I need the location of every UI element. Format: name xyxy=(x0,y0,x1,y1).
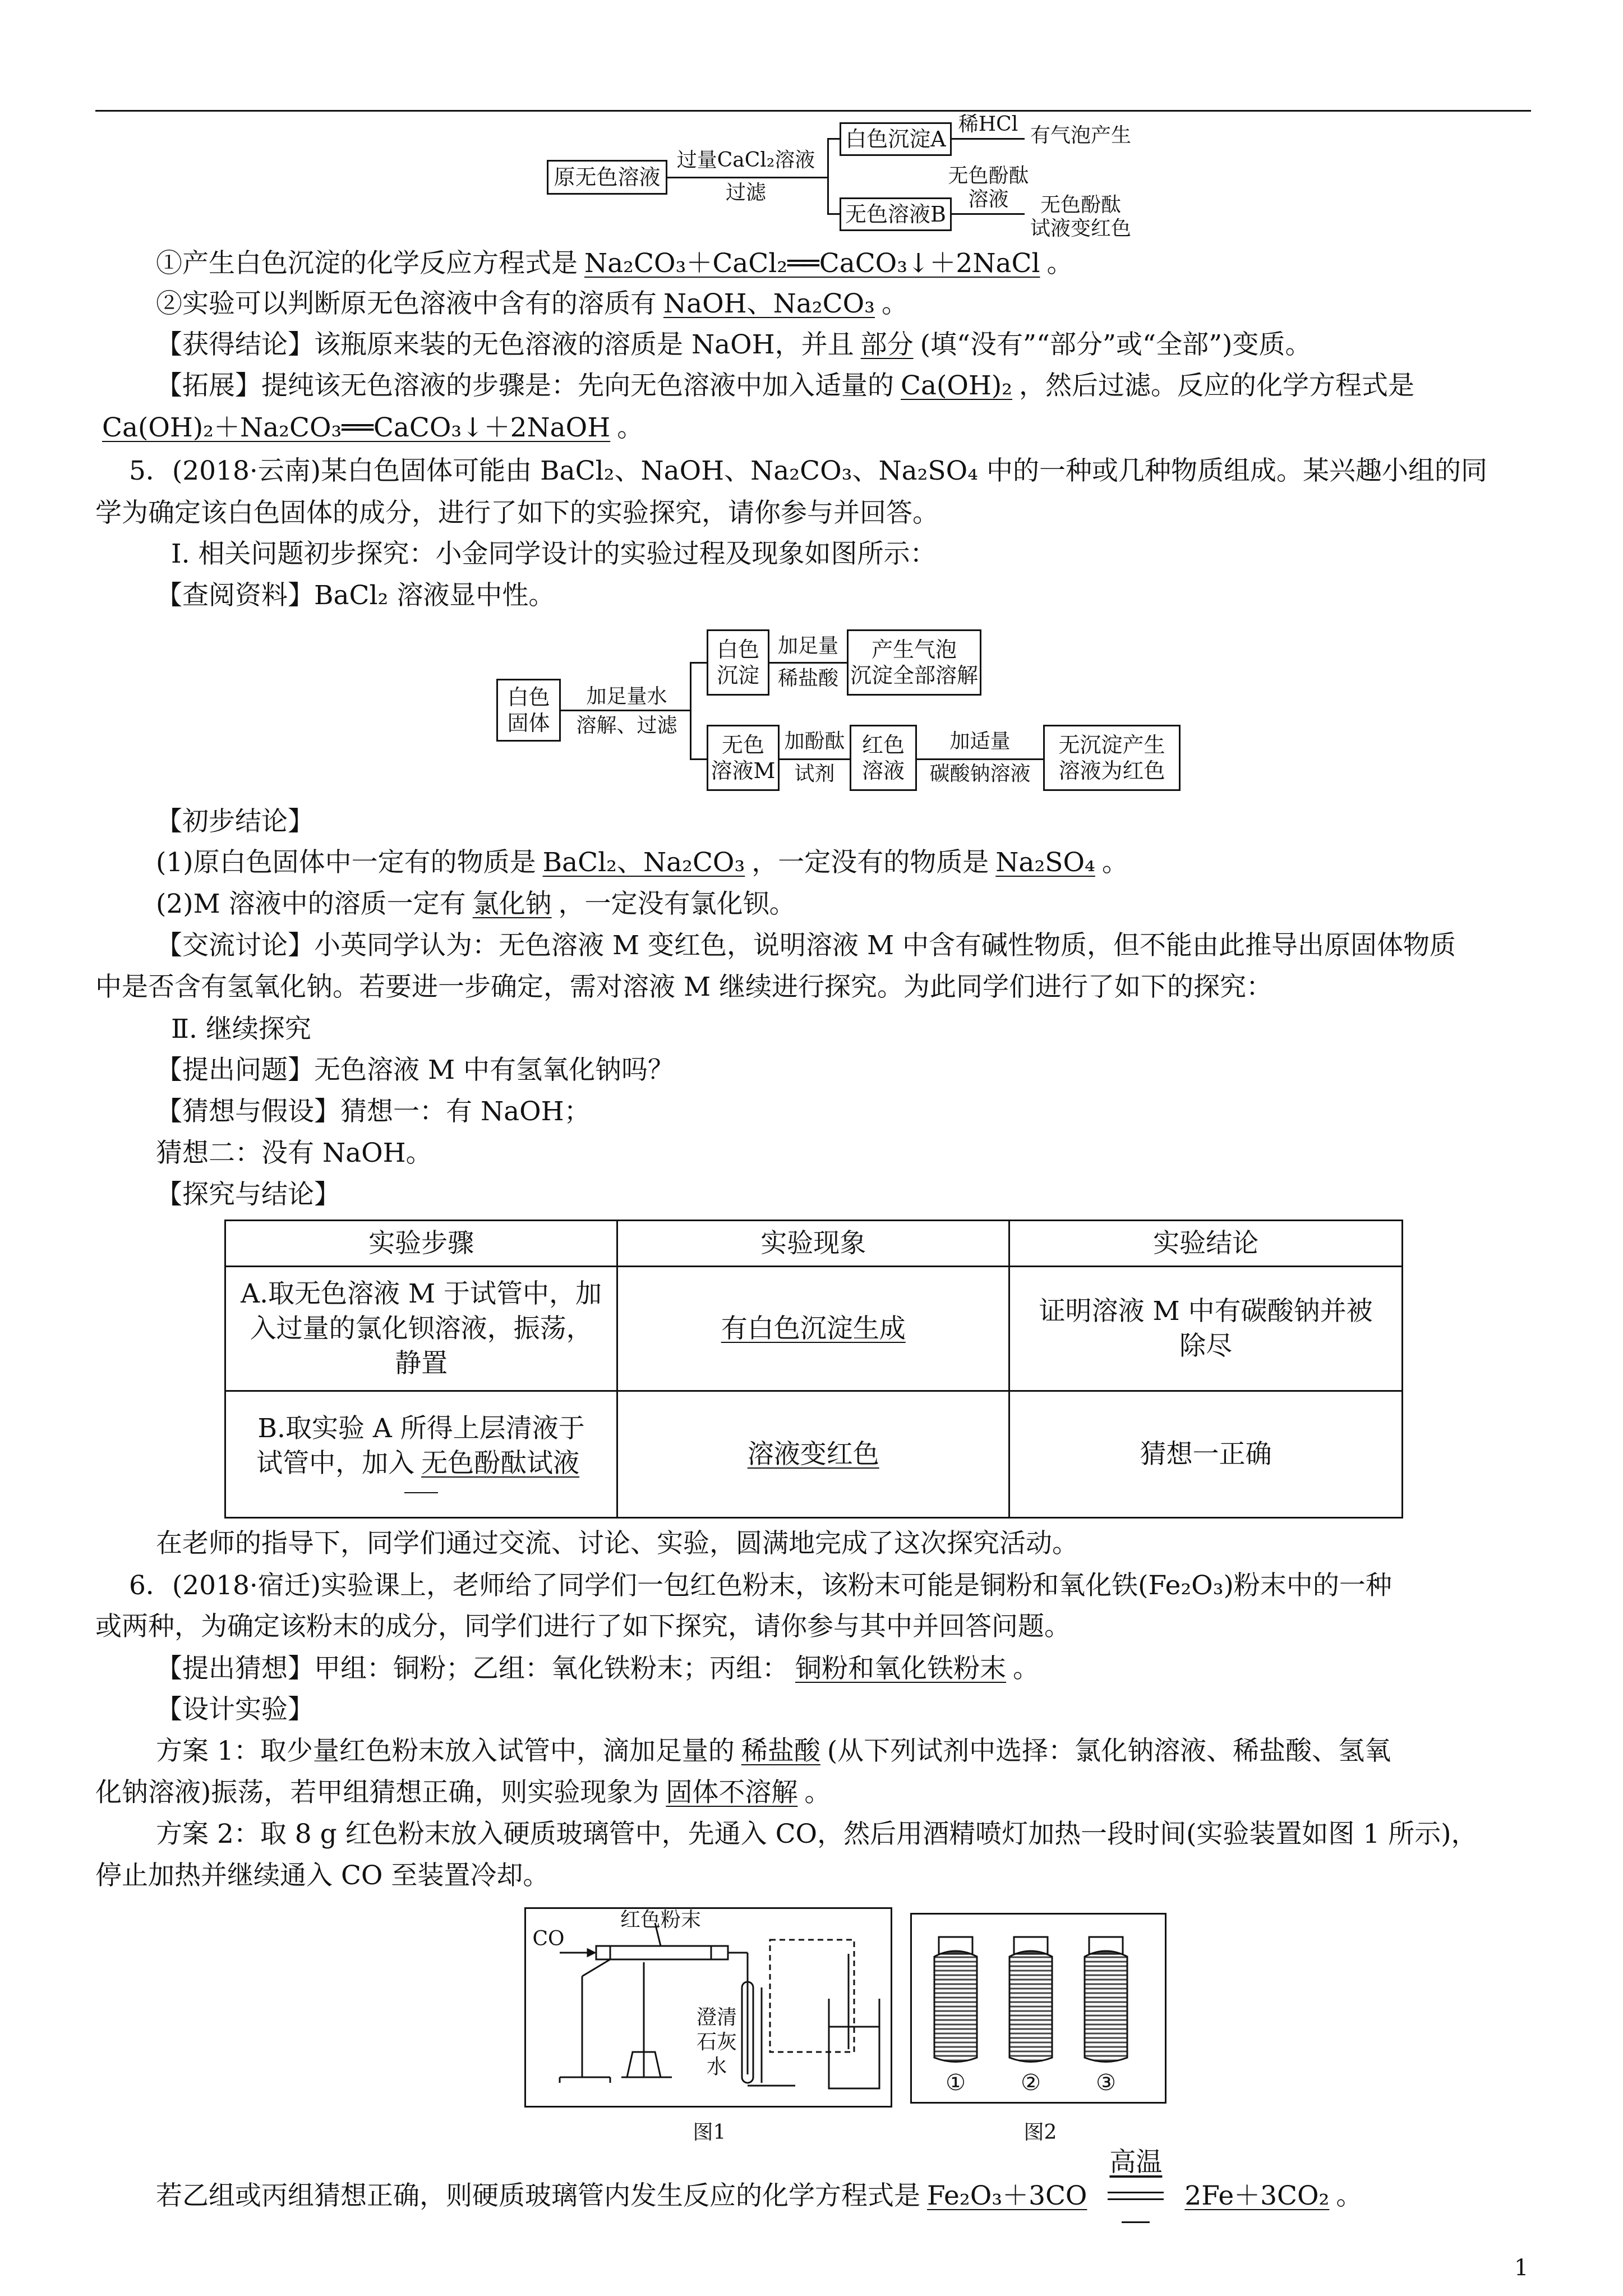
text: 无沉淀产生 xyxy=(1058,733,1165,757)
q5-end: 在老师的指导下，同学们通过交流、讨论、实验，圆满地完成了这次探究活动。 xyxy=(156,1528,1078,1559)
text: 。 xyxy=(804,1777,831,1808)
label-red-powder: 红色粉末 xyxy=(620,1908,701,1931)
branch-top-line xyxy=(827,138,840,140)
text: (从下列试剂中选择：氯化钠溶液、稀盐酸、氢氧 xyxy=(827,1736,1391,1766)
box-white-precipitate xyxy=(707,629,769,696)
bottle-label-1: ① xyxy=(946,2070,966,2096)
answer: 氯化钠 xyxy=(472,889,552,919)
q5-explore: 【探究与结论】 xyxy=(156,1179,340,1210)
bottle-2 xyxy=(1009,1937,1052,2062)
text: 产生气泡 xyxy=(871,637,957,662)
cell-conclusion-b: 猜想一正确 xyxy=(1009,1391,1403,1518)
q6-design: 【设计实验】 xyxy=(156,1694,314,1725)
arrow-line xyxy=(667,177,827,178)
result-bubbles: 有气泡产生 xyxy=(1030,124,1131,147)
label-limewater-3: 水 xyxy=(706,2055,727,2078)
answer: 固体不溶解 xyxy=(666,1777,798,1808)
text: 。 xyxy=(1046,248,1073,279)
text: 。 xyxy=(1013,1653,1039,1684)
answer: 2Fe＋3CO₂ xyxy=(1184,2180,1330,2211)
q5-conclusion-2 xyxy=(156,887,796,921)
branch-bottom-line xyxy=(690,758,707,760)
reaction-arrow xyxy=(1102,2147,1169,2213)
text: 试管中，加入 xyxy=(256,1447,415,1479)
experiment-table xyxy=(224,1220,1403,1519)
blank-line xyxy=(404,1492,438,1493)
answer: 溶液变红色 xyxy=(747,1438,879,1470)
text: A.取无色溶液 M 于试管中，加 xyxy=(241,1278,602,1309)
bottle-label-2: ② xyxy=(1021,2070,1041,2096)
box-final-result xyxy=(1043,725,1181,791)
header-conclusion: 实验结论 xyxy=(1009,1221,1403,1267)
answer: 稀盐酸 xyxy=(741,1736,820,1766)
q5-question: 【提出问题】无色溶液 M 中有氢氧化钠吗？ xyxy=(156,1055,675,1085)
header-step: 实验步骤 xyxy=(225,1221,617,1267)
text: 溶液为红色 xyxy=(1058,758,1165,783)
reagent-bottom: 试剂 xyxy=(794,762,835,785)
arrow-line xyxy=(561,710,690,711)
answer: Na₂CO₃＋CaCl₂══CaCO₃↓＋2NaCl xyxy=(584,248,1040,279)
q5-part-1: Ⅰ. 相关问题初步探究：小金同学设计的实验过程及现象如图所示： xyxy=(171,539,937,569)
top-rule xyxy=(95,110,1531,112)
branch-vertical xyxy=(690,662,691,760)
text: B.取实验 A 所得上层清液于 xyxy=(257,1412,585,1444)
q5-conclusion-1 xyxy=(156,846,1128,880)
answer: Na₂SO₄ xyxy=(995,847,1095,878)
q6-last-line xyxy=(156,2147,1363,2213)
bottle-label-3: ③ xyxy=(1096,2070,1116,2096)
figure-1 xyxy=(524,1907,892,2108)
answer: BaCl₂、Na₂CO₃ xyxy=(542,847,745,878)
q6-plan2-b: 停止加热并继续通入 CO 至装置冷却。 xyxy=(95,1860,550,1891)
step-label-bottom: 过滤 xyxy=(725,181,766,204)
text-row xyxy=(227,1446,616,1481)
box-bubbles-dissolve xyxy=(847,629,981,696)
cell-conclusion-a xyxy=(1009,1267,1403,1391)
reagent-phenolphthalein-2: 溶液 xyxy=(968,188,1009,211)
box-red-solution xyxy=(850,725,917,791)
q5-prelim: 【初步结论】 xyxy=(156,806,314,837)
branch-vertical xyxy=(827,138,829,214)
arrow-line xyxy=(769,662,847,664)
text: 。 xyxy=(1336,2180,1363,2211)
bottle-1 xyxy=(934,1937,977,2062)
text: 若乙组或丙组猜想正确，则硬质玻璃管内发生反应的化学方程式是 xyxy=(156,2180,920,2211)
reagent-top: 加酚酞 xyxy=(784,730,845,753)
cell-step-b xyxy=(225,1391,617,1518)
text: 沉淀 xyxy=(716,663,759,688)
reagent-top: 加适量 xyxy=(949,730,1011,753)
text: 白色 xyxy=(507,685,550,710)
q4-line-2 xyxy=(156,287,908,321)
text: ，一定没有的物质是 xyxy=(751,847,989,878)
answer: NaOH、Na₂CO₃ xyxy=(663,288,875,319)
answer: Ca(OH)₂ xyxy=(901,370,1013,401)
q6-intro-1: 6．(2018·宿迁)实验课上，老师给了同学们一包红色粉末，该粉末可能是铜粉和氧化铁(Fe₂O₃)粉末中的一种 xyxy=(129,1570,1392,1601)
answer: Ca(OH)₂＋Na₂CO₃══CaCO₃↓＋2NaOH xyxy=(102,412,611,443)
text: 红色 xyxy=(861,733,905,757)
reagent-phenolphthalein-1: 无色酚酞 xyxy=(948,164,1029,187)
q4-line-4 xyxy=(156,369,1414,403)
text: 【拓展】提纯该无色溶液的步骤是：先向无色溶液中加入适量的 xyxy=(156,370,894,401)
branch-bottom-line xyxy=(827,213,840,215)
label-limewater-2: 石灰 xyxy=(696,2031,737,2054)
text: ②实验可以判断原无色溶液中含有的溶质有 xyxy=(156,288,657,319)
text: ，然后过滤。反应的化学方程式是 xyxy=(1019,370,1415,401)
text: ①产生白色沉淀的化学反应方程式是 xyxy=(156,248,578,279)
label-limewater-1: 澄清 xyxy=(696,2006,737,2029)
result-red-2: 试液变红色 xyxy=(1030,217,1131,240)
cell-phenomenon-b xyxy=(617,1391,1009,1518)
q6-plan1-b xyxy=(95,1776,831,1810)
bottle-3 xyxy=(1085,1937,1127,2062)
box-white-precipitate-a: 白色沉淀A xyxy=(840,122,952,156)
text: 溶液M xyxy=(711,758,776,783)
q5-intro-1: 5．(2018·云南)某白色固体可能由 BaCl₂、NaOH、Na₂CO₃、Na₂SO₄ 中的一种或几种物质组成。某兴趣小组的同 xyxy=(129,455,1487,486)
condition: 高温 xyxy=(1109,2147,1163,2178)
q5-guess-2: 猜想二：没有 NaOH。 xyxy=(156,1138,432,1168)
q4-line-1 xyxy=(156,247,1073,280)
cell-phenomenon-a xyxy=(617,1267,1009,1391)
text: 除尽 xyxy=(1179,1330,1233,1361)
q6-guess xyxy=(156,1652,1039,1686)
q4-line-5 xyxy=(95,411,643,445)
arrow-line xyxy=(917,758,1043,760)
box-original-solution: 原无色溶液 xyxy=(547,160,667,195)
answer: 部分 xyxy=(860,329,914,360)
arrow-line xyxy=(952,138,1025,140)
table-row xyxy=(225,1391,1403,1518)
page-number: 1 xyxy=(1514,2255,1529,2281)
step-top: 加足量水 xyxy=(586,685,667,708)
q5-info: 【查阅资料】BaCl₂ 溶液显中性。 xyxy=(156,580,555,611)
text: 方案 1：取少量红色粉末放入试管中，滴加足量的 xyxy=(156,1736,735,1766)
text: 入过量的氯化钡溶液，振荡， xyxy=(250,1313,593,1344)
table-header-row xyxy=(225,1221,1403,1267)
text: 无色 xyxy=(721,733,764,757)
table-row xyxy=(225,1267,1403,1391)
text: 化钠溶液)振荡，若甲组猜想正确，则实验现象为 xyxy=(95,1777,660,1808)
header-phenomenon: 实验现象 xyxy=(617,1221,1009,1267)
reagent-top: 加足量 xyxy=(777,634,838,657)
label-co: CO xyxy=(532,1927,565,1950)
text: 白色 xyxy=(716,637,759,662)
q6-intro-2: 或两种，为确定该粉末的成分，同学们进行了如下探究，请你参与其中并回答问题。 xyxy=(95,1611,1071,1642)
answer: 有白色沉淀生成 xyxy=(721,1313,906,1344)
step-label-top: 过量CaCl₂溶液 xyxy=(676,149,815,172)
q5-guess-1: 【猜想与假设】猜想一：有 NaOH； xyxy=(156,1096,591,1127)
box-solution-m xyxy=(707,725,780,791)
figure-2-caption: 图2 xyxy=(1023,2121,1057,2144)
q6-plan1-a xyxy=(156,1734,1391,1768)
text: 【获得结论】该瓶原来装的无色溶液的溶质是 NaOH，并且 xyxy=(156,329,854,360)
box-white-solid xyxy=(496,679,561,742)
text: (2)M 溶液中的溶质一定有 xyxy=(156,889,466,919)
equals-line xyxy=(1108,2192,1164,2193)
text: 证明溶液 M 中有碳酸钠并被 xyxy=(1039,1295,1373,1327)
text: 。 xyxy=(617,412,644,443)
blank-line xyxy=(1122,2221,1150,2223)
arrow-line xyxy=(952,213,1025,215)
answer: 无色酚酞试液 xyxy=(421,1447,580,1479)
figure-2 xyxy=(910,1913,1166,2104)
step-bottom: 溶解、过滤 xyxy=(576,714,677,737)
box-colorless-solution-b: 无色溶液B xyxy=(840,197,952,231)
q6-plan2-a: 方案 2：取 8 g 红色粉末放入硬质玻璃管中，先通入 CO，然后用酒精喷灯加热一段时间(实验装置如图 1 所示)， xyxy=(156,1819,1478,1849)
q5-discussion-2: 中是否含有氢氧化钠。若要进一步确定，需对溶液 M 继续进行探究。为此同学们进行了如下的探究： xyxy=(95,972,1273,1002)
q5-intro-2: 学为确定该白色固体的成分，进行了如下的实验探究，请你参与并回答。 xyxy=(95,498,939,528)
text: 。 xyxy=(1101,847,1128,878)
arrow-line xyxy=(780,758,850,760)
q5-discussion-1: 【交流讨论】小英同学认为：无色溶液 M 变红色，说明溶液 M 中含有碱性物质，但不能由此推导出原固体物质 xyxy=(156,930,1456,961)
reagent-hcl: 稀HCl xyxy=(958,113,1018,136)
answer: 铜粉和氧化铁粉末 xyxy=(795,1653,1006,1684)
text: 固体 xyxy=(507,711,550,735)
reagent-bottom: 稀盐酸 xyxy=(777,667,838,690)
reagent-bottom: 碳酸钠溶液 xyxy=(929,762,1031,785)
q5-part-2: Ⅱ. 继续探究 xyxy=(171,1014,311,1045)
text: 【提出猜想】甲组：铜粉；乙组：氧化铁粉末；丙组： xyxy=(156,1653,789,1684)
answer: Fe₂O₃＋3CO xyxy=(927,2180,1087,2211)
branch-top-line xyxy=(690,662,707,664)
text: 静置 xyxy=(395,1347,448,1379)
equals-line xyxy=(1108,2198,1164,2200)
figure-1-caption: 图1 xyxy=(693,2121,726,2144)
q4-line-3 xyxy=(156,328,1311,362)
text: 。 xyxy=(882,288,908,319)
text: 溶液 xyxy=(861,758,905,783)
text: 沉淀全部溶解 xyxy=(850,663,978,688)
text: (1)原白色固体中一定有的物质是 xyxy=(156,847,536,878)
result-red-1: 无色酚酞 xyxy=(1040,194,1121,217)
cell-step-a xyxy=(225,1267,617,1391)
text: ，一定没有氯化钡。 xyxy=(558,889,796,919)
text: (填“没有”“部分”或“全部”)变质。 xyxy=(920,329,1312,360)
